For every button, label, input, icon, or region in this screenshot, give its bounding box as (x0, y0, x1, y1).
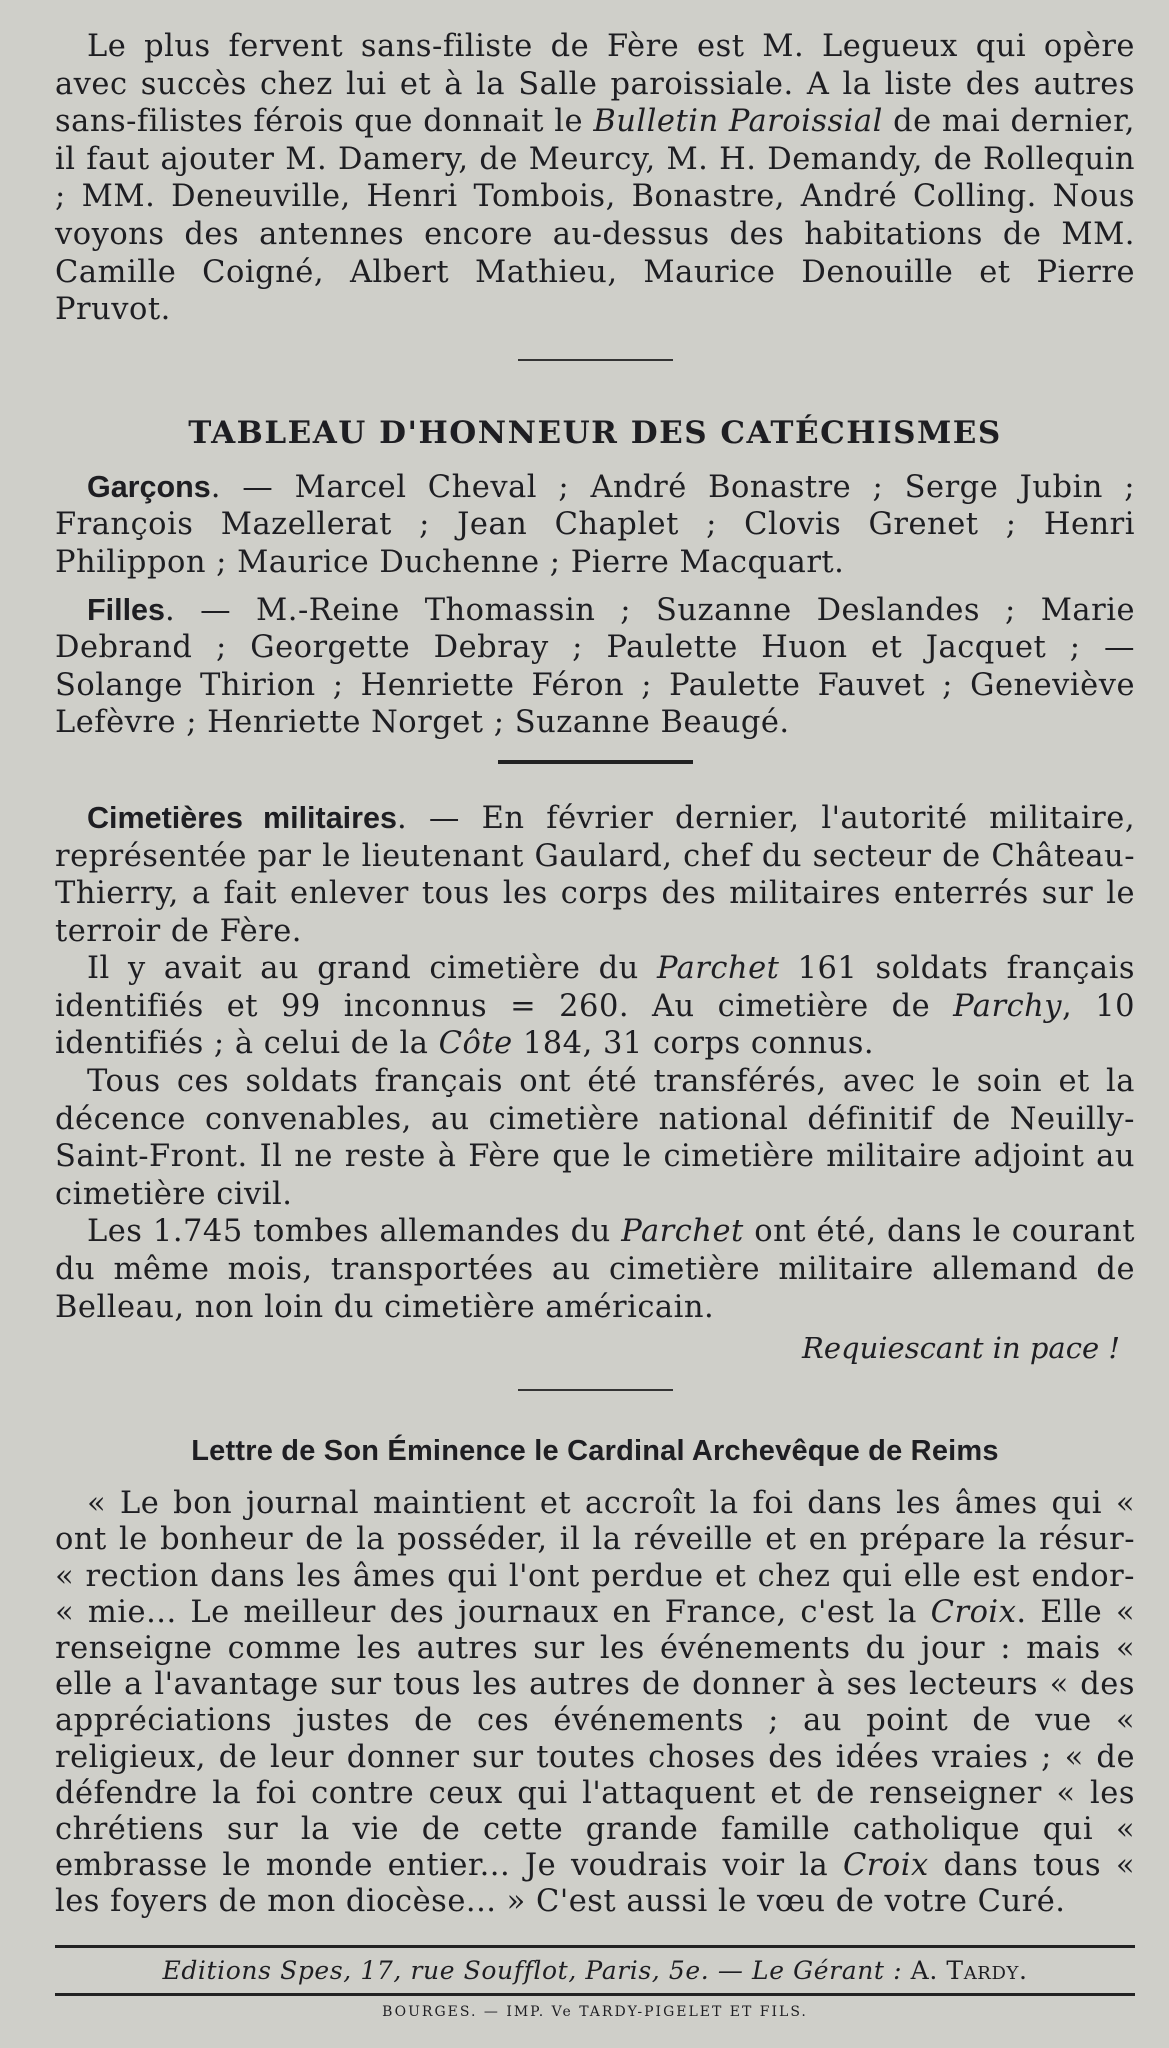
parchet-name-2: Parchet (621, 1214, 744, 1250)
parchy-name: Parchy (953, 988, 1063, 1024)
lettre-text-a: « Le bon journal maintient et accroît la foi dans les âmes qui « ont le bonheur de la posséder, il la réveille et en prépare la résur- « rection dans les âmes qui l'ont perdue et chez qui elle est endor- « mie... Le meilleur des journaux en France, c'est la (55, 1486, 1135, 1630)
cimetieres-paragraph-3: Tous ces soldats français ont été transférés, avec le soin et la décence convenables, au cimetière national définitif de Neuilly-Saint-Front. Il ne reste à Fère que le cimetière militaire adjoint au cimetière civil. (55, 1064, 1135, 1212)
intro-text-b: de mai dernier, il faut ajouter M. Damery, de Meurcy, M. H. Demandy, de Rollequin ; MM. Deneuville, Henri Tombois, Bonastre, André Colling. Nous voyons des antennes encore au-dessus des habitations de MM. Camille Coigné, Albert Mathieu, Maurice Denouille et Pierre Pruvot. (55, 104, 1136, 328)
garcons-paragraph (55, 469, 1135, 582)
publisher-line (55, 1956, 1135, 1985)
filles-text: . — M.-Reine Thomassin ; Suzanne Deslandes ; Marie Debrand ; Georgette Debray ; Paulette Huon et Jacquet ; — Solange Thirion ; Henriette Féron ; Paulette Fauvet ; Geneviève Lefèvre ; Henriette Norget ; Suzanne Beaugé. (55, 592, 1135, 741)
bulletin-title: Bulletin Paroissial (593, 104, 883, 140)
divider-thick (498, 760, 693, 764)
divider-2 (518, 1389, 673, 1391)
cimetieres-text-4b: ont été, dans le courant du même mois, transportées au cimetière militaire allemand de Belleau, non loin du cimetière américain. (55, 1214, 1135, 1325)
garcons-text: . — Marcel Cheval ; André Bonastre ; Serge Jubin ; François Mazellerat ; Jean Chaplet ; Clovis Grenet ; Henri Philippon ; Maurice Duchenne ; Pierre Macquart. (55, 469, 1135, 580)
lettre-text-b: . Elle « renseigne comme les autres sur les événements du jour : mais « elle a l'avantage sur tous les autres de donner à ses lecteurs « des appréciations justes de ces événements ; au point de vue « religieux, de leur donner sur toutes choses des idées vraies ; « de défendre la foi contre ceux qui l'attaquent et de renseigner « les chrétiens sur la vie de cette grande famille catholique qui « embrasse le monde entier... Je voudrais voir la (55, 1594, 1135, 1884)
requiescant-closing: Requiescant in pace ! (802, 1331, 1120, 1366)
divider (518, 359, 673, 361)
document-page (55, 28, 1135, 2018)
filles-paragraph (55, 592, 1135, 742)
publisher-text: Editions Spes, 17, rue Soufflot, Paris, 5e. — Le Gérant : (162, 1955, 911, 1985)
cimetieres-text-2a: Il y avait au grand cimetière du (87, 951, 657, 987)
footer-rule-top (55, 1945, 1135, 1948)
cimetieres-paragraph-4 (55, 1213, 1135, 1326)
intro-text-a: Le plus fervent sans-filiste de Fère est M. Legueux qui opère avec succès chez lui et à la Salle paroissiale. A la liste des autres sans-filistes férois que donnait le (55, 29, 1135, 140)
croix-title-2: Croix (842, 1848, 929, 1884)
gerant-name: A. Tardy. (910, 1955, 1028, 1985)
parchet-name: Parchet (656, 951, 780, 987)
cimetieres-text-2d: 184, 31 corps connus. (512, 1026, 875, 1062)
footer-rule-bottom (55, 1993, 1135, 1996)
lettre-paragraph (55, 1486, 1135, 1920)
cimetieres-paragraph-1 (55, 800, 1135, 950)
cote-name: Côte (438, 1026, 513, 1062)
imprint-line: BOURGES. — IMP. Ve TARDY-PIGELET ET FILS. (382, 2003, 808, 2020)
lettre-title: Lettre de Son Éminence le Cardinal Archevêque de Reims (191, 1435, 999, 1468)
croix-title-1: Croix (930, 1594, 1017, 1630)
cimetieres-text-2c: , 10 identifiés ; à celui de la (55, 988, 1136, 1062)
cimetieres-text-4a: Les 1.745 tombes allemandes du (87, 1214, 622, 1250)
intro-paragraph (55, 28, 1135, 329)
cimetieres-paragraph-2 (55, 950, 1135, 1063)
lettre-text-c: dans tous « les foyers de mon diocèse... » C'est aussi le vœu de votre Curé. (55, 1848, 1135, 1920)
cimetieres-text-2b: 161 soldats français identifiés et 99 inconnus = 260. Au cimetière de (55, 951, 1135, 1024)
filles-label: Filles (87, 592, 165, 627)
honneur-title: TABLEAU D'HONNEUR DES CATÉCHISMES (188, 414, 1002, 451)
garcons-label: Garçons (87, 469, 211, 504)
cimetieres-label: Cimetières militaires (87, 800, 397, 835)
cimetieres-text-1: . — En février dernier, l'autorité militaire, représentée par le lieutenant Gaulard, chef du secteur de Château-Thierry, a fait enlever tous les corps des militaires enterrés sur le terroir de Fère. (55, 800, 1136, 949)
